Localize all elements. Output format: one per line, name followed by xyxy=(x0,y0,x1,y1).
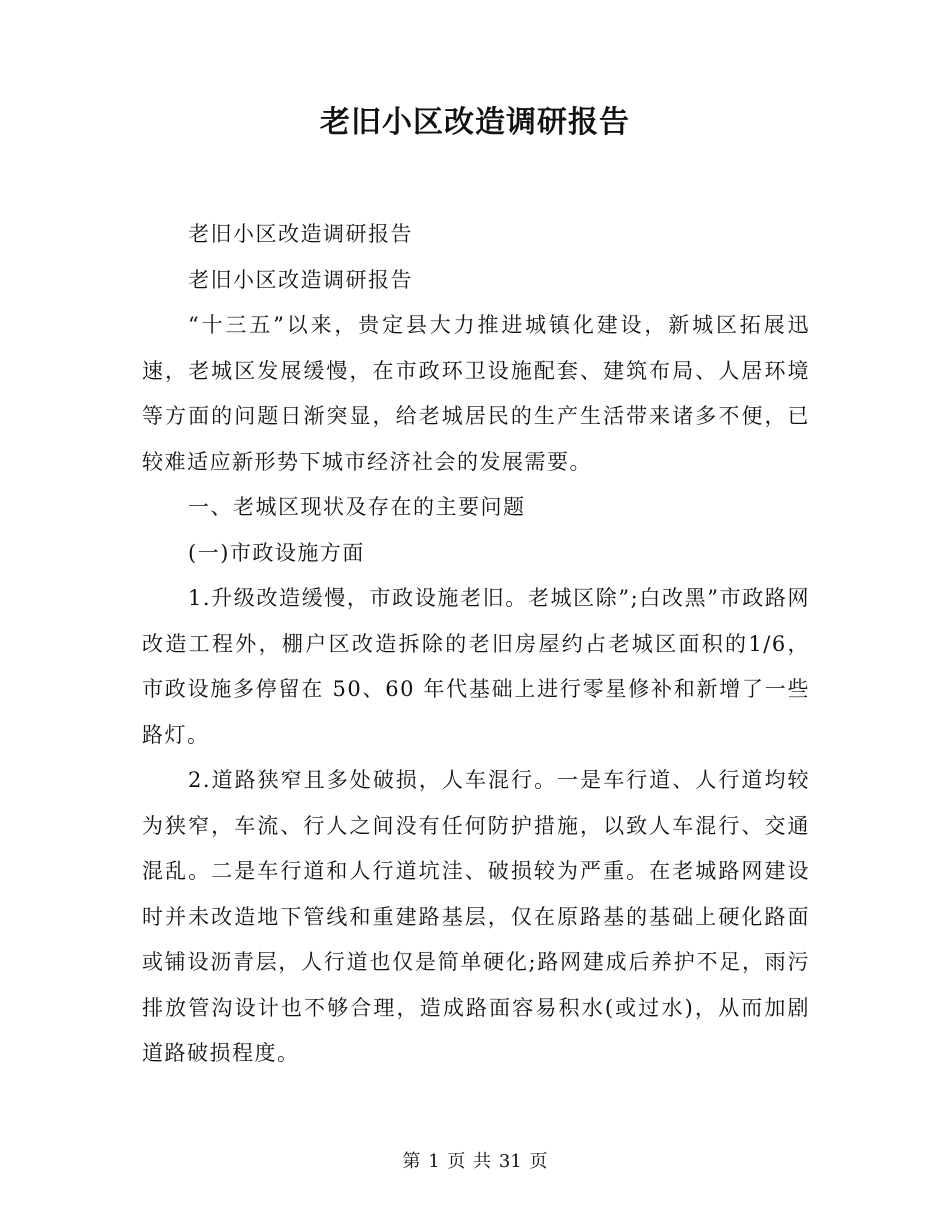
document-title: 老旧小区改造调研报告 xyxy=(320,105,630,140)
body-paragraph: 2.道路狭窄且多处破损，人车混行。一是车行道、人行道均较为狭窄，车流、行人之间没有任何防护措施，以致人车混行、交通混乱。二是车行道和人行道坑洼、破损较为严重。在老城路网建设时并未改造地下管线和重建路基层，仅在原路基的基础上硬化路面或铺设沥青层，人行道也仅是简单硬化;路网建成后养护不足，雨污排放管沟设计也不够合理，造成路面容易积水(或过水)，从而加剧道路破损程度。 xyxy=(142,768,810,1065)
subsection-heading: (一)市政设施方面 xyxy=(188,540,365,565)
body-paragraph: 老旧小区改造调研报告 xyxy=(188,267,413,292)
section-heading: 一、老城区现状及存在的主要问题 xyxy=(188,495,526,519)
body-paragraph: 1.升级改造缓慢，市政设施老旧。老城区除”;白改黑”市政路网改造工程外，棚户区改造拆除的老旧房屋约占老城区面积的1/6，市政设施多停留在 50、60 年代基础上进行零星修补和新增了一些路灯。 xyxy=(142,586,810,747)
body-paragraph: 老旧小区改造调研报告 xyxy=(188,222,413,246)
body-paragraph: “十三五”以来，贵定县大力推进城镇化建设，新城区拓展迅速，老城区发展缓慢，在市政环卫设施配套、建筑布局、人居环境等方面的问题日渐突显，给老城居民的生产生活带来诸多不便，已较难适应新形势下城市经济社会的发展需要。 xyxy=(142,313,810,474)
page-footer: 第 1 页 共 31 页 xyxy=(402,1151,548,1172)
document-body xyxy=(142,212,810,1077)
